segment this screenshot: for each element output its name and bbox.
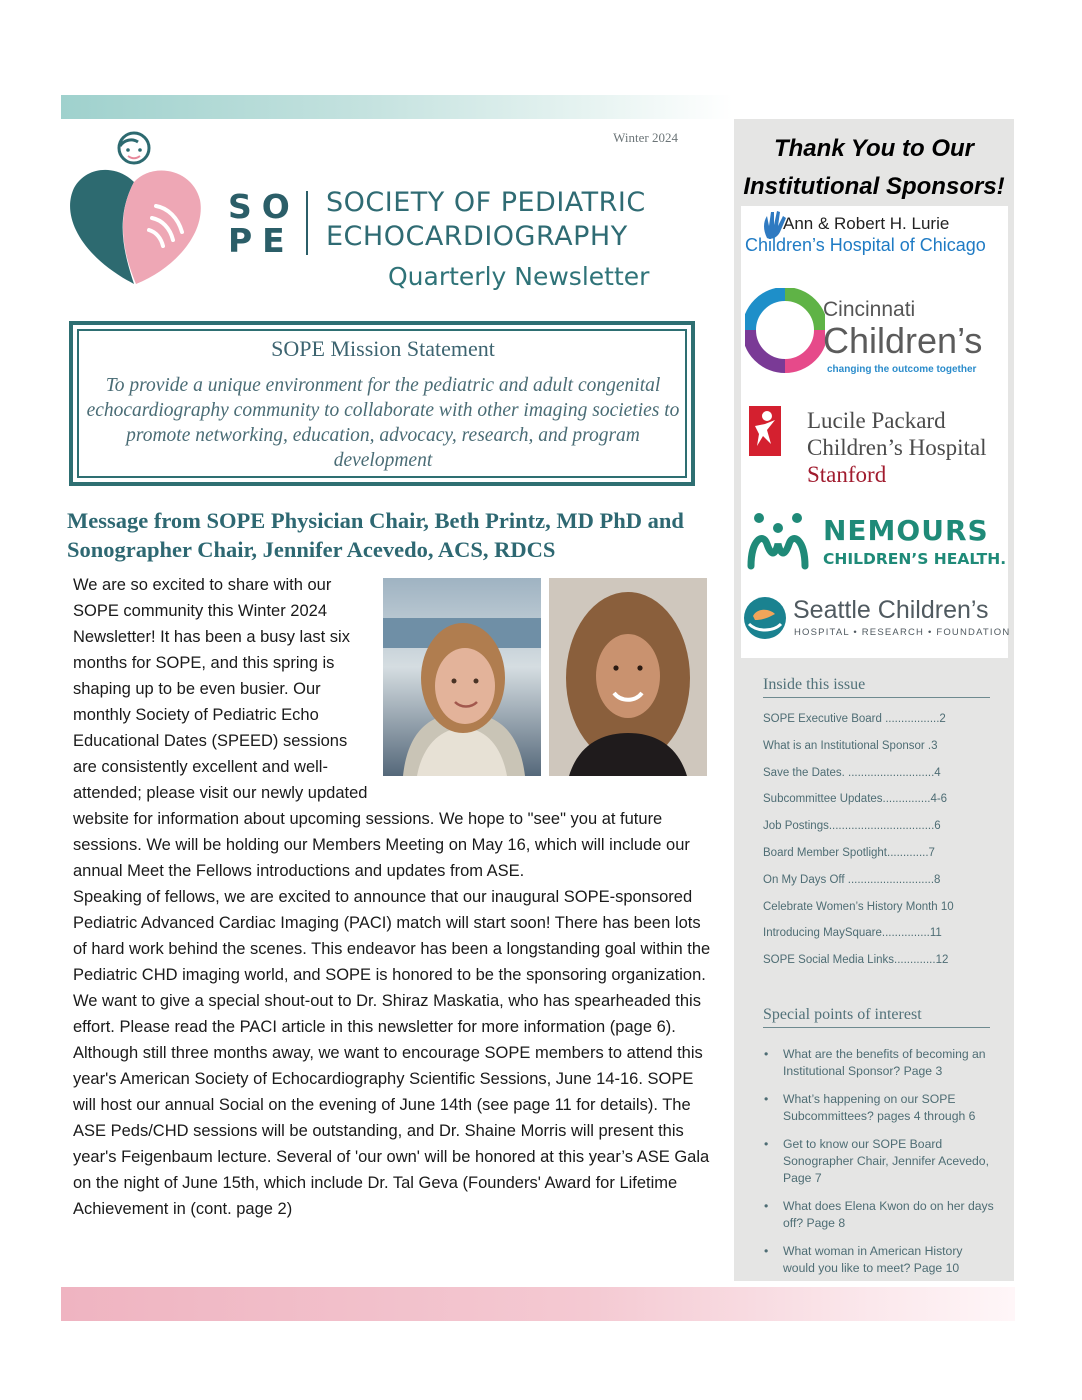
toc-item[interactable]: On My Days Off ...........................8 [763, 873, 941, 886]
top-color-band [61, 95, 733, 119]
photo-beth-printz [383, 578, 541, 776]
brand-name-line1: SOCIETY OF PEDIATRIC [326, 187, 646, 218]
article-paragraph: Speaking of fellows, we are excited to announce that our inaugural SOPE-sponsored Pediatric Advanced Cardiac Imaging (PACI) match will start soon! There has been lots of hard work behind the scenes. This endeavor has been a longstanding goal within the Pediatric CHD imaging world, and SOPE is honored to be the sponsoring organization. We want to give a special shout-out to Dr. Shiraz Maskatia, who has spearheaded this effort. Please read the PACI article in this newsletter for more information (page 6). [73, 888, 711, 1036]
toc-item[interactable]: Board Member Spotlight.............7 [763, 846, 935, 859]
toc-item[interactable]: Job Postings.................................6 [763, 820, 941, 833]
bottom-color-band [61, 1287, 1015, 1321]
newsletter-subtitle: Quarterly Newsletter [388, 262, 650, 291]
sponsor-line1: Seattle Children’s [793, 596, 989, 624]
sponsor-line3: Stanford [807, 462, 887, 487]
sponsor-logos [741, 206, 1011, 658]
issue-date: Winter 2024 [613, 130, 678, 145]
point-item: • Get to know our SOPE Board Sonographer Chair, Jennifer Acevedo, Page 7 [763, 1136, 995, 1187]
nemours-figures-icon [745, 510, 811, 577]
sponsor-tagline: changing the outcome together [827, 364, 977, 375]
sponsor-line2: Children’s Hospital [807, 435, 987, 460]
brand-acronym-line2: PE [228, 221, 295, 260]
photo-jennifer-acevedo [549, 578, 707, 776]
points-list [763, 1046, 995, 1288]
article-paragraph: Although still three months away, we want to encourage SOPE members to attend this year's American Society of Echocardiography Scientific Sessions, June 14-16. SOPE will host our annual Social on the evening of June 14th (see page 11 for details). The ASE Peds/CHD sessions will be outstanding, and Dr. Shaine Morris will present this year's Feigenbaum lecture. Several of 'our own' will be honored at this year’s ASE Gala on the night of June 15th, which include Dr. Tal Geva (Founders' Award for Lifetime Achievement in (cont. page 2) [73, 1044, 710, 1218]
toc-item[interactable]: SOPE Executive Board .................2 [763, 713, 946, 725]
points-heading: Special points of interest [763, 1006, 990, 1028]
toc-item[interactable]: Celebrate Women’s History Month 10 [763, 900, 954, 913]
child-figure-icon [749, 406, 781, 461]
sponsor-lurie[interactable] [741, 208, 1008, 274]
sponsor-line2: HOSPITAL • RESEARCH • FOUNDATION [794, 627, 1011, 638]
brand-name-line2: ECHOCARDIOGRAPHY [326, 221, 628, 252]
toc-item[interactable]: Introducing MaySquare...............11 [763, 927, 942, 940]
mission-text: To provide a unique environment for the pediatric and adult congenital echocardiography community to collaborate with other imaging societies to promote networking, education, advocacy, research, and program development [86, 375, 680, 471]
sponsor-line1: Lucile Packard [807, 408, 946, 433]
brand-name [326, 186, 646, 254]
chair-photos [383, 578, 713, 783]
sponsor-line1: Ann & Robert H. Lurie [783, 214, 950, 233]
brand-acronym [228, 187, 300, 260]
point-item: • What are the benefits of becoming an Institutional Sponsor? Page 3 [763, 1046, 995, 1080]
sponsor-line2: Children’s Hospital of Chicago [745, 235, 986, 255]
toc-item[interactable]: SOPE Social Media Links.............12 [763, 954, 949, 967]
sponsor-cincinnati[interactable] [741, 286, 1008, 378]
article-title: Message from SOPE Physician Chair, Beth Printz, MD PhD and Sonographer Chair, Jennifer Acevedo, ACS, RDCS [67, 508, 684, 562]
article-body [73, 572, 713, 1222]
ring-logo-icon [745, 288, 825, 379]
sponsor-nemours[interactable] [741, 508, 1008, 576]
sponsor-line1: NEMOURS [823, 514, 989, 547]
brand-acronym-line1: SO [228, 187, 300, 226]
sponsor-line1: Cincinnati [823, 298, 916, 321]
heart-logo-icon [64, 128, 204, 288]
point-item: • What woman in American History would you like to meet? Page 10 [763, 1243, 995, 1277]
point-item: • What does Elena Kwon do on her days off? Page 8 [763, 1198, 995, 1232]
sponsors-title: Thank You to Our Institutional Sponsors! [743, 135, 1005, 200]
article-paragraph: We are so excited to share with our SOPE community this Winter 2024 Newsletter! It has been a busy last six months for SOPE, and this spring is shaping up to be even busier. Our monthly Society of Pediatric Echo Educational Dates (SPEED) sessions are consistently excellent and well-attended; please visit our newly updated website for information about upcoming sessions. We hope to "see" you at future sessions. We will be holding our Members Meeting on May 16, which will include our annual Meet the Fellows introductions and updates from ASE. [73, 576, 690, 880]
point-item: • What’s happening on our SOPE Subcommittees? pages 4 through 6 [763, 1091, 995, 1125]
sponsor-line2: CHILDREN’S HEALTH. [823, 550, 1007, 568]
brand-divider [306, 191, 308, 255]
toc-list [763, 712, 995, 980]
whale-hands-icon [743, 596, 787, 645]
sponsor-line2: Children’s [823, 320, 983, 361]
toc-item[interactable]: Subcommittee Updates...............4-6 [763, 793, 948, 806]
toc-heading: Inside this issue [763, 676, 990, 698]
toc-item[interactable]: Save the Dates. ...........................4 [763, 766, 941, 779]
sponsor-seattle[interactable] [741, 592, 1011, 650]
sponsor-lucile-packard[interactable] [741, 402, 1008, 494]
mission-heading: SOPE Mission Statement [271, 336, 495, 361]
toc-item[interactable]: What is an Institutional Sponsor .3 [763, 739, 938, 752]
